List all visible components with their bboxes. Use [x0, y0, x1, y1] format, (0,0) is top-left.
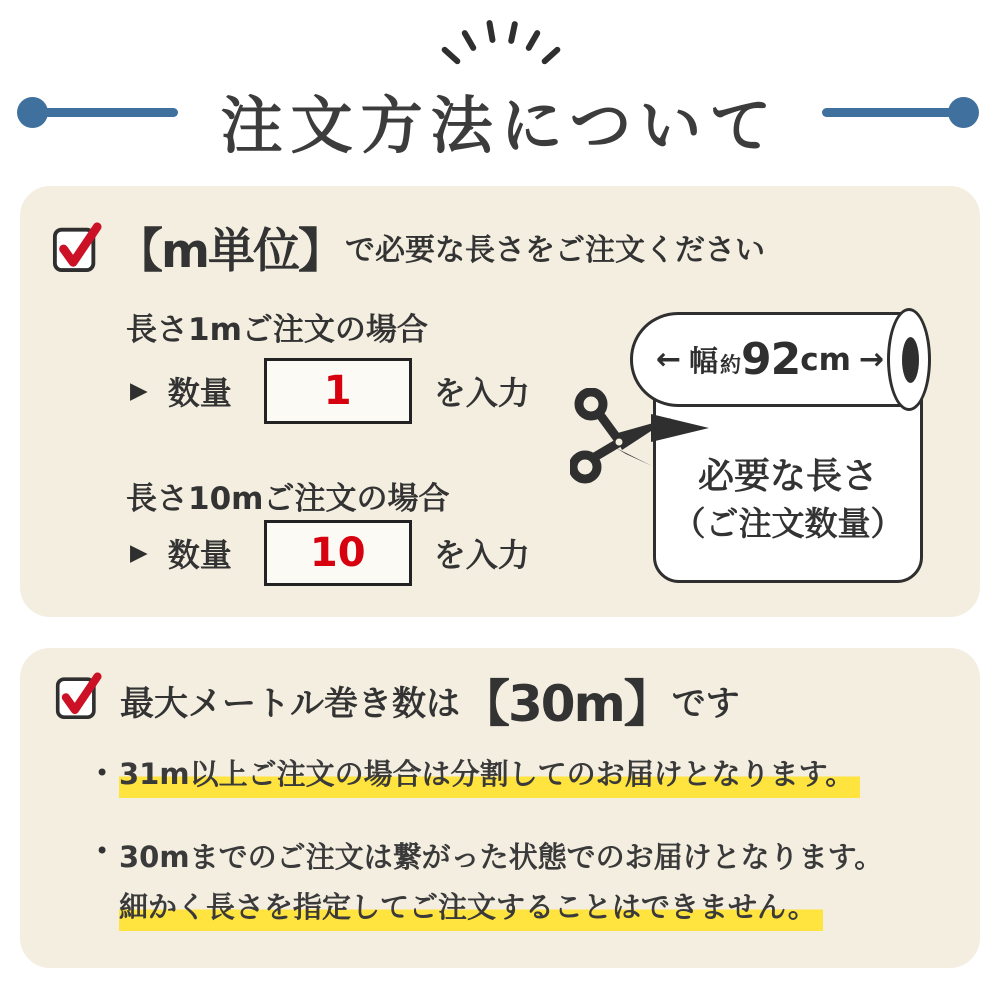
- width-value: 92: [741, 334, 801, 385]
- quantity-input-box: [264, 520, 412, 586]
- quantity-input-box: [264, 358, 412, 424]
- page-title: 注文方法について: [220, 89, 780, 162]
- enter-label: を入力: [433, 374, 530, 412]
- bullet-dot: •: [95, 759, 110, 787]
- bullet-dot: •: [95, 837, 110, 865]
- example2-row: [130, 520, 530, 586]
- quantity-value: 10: [309, 530, 366, 576]
- quantity-label: 数量: [167, 536, 232, 574]
- width-unit: cm: [800, 341, 851, 378]
- enter-label: を入力: [433, 536, 530, 574]
- card2-heading-bracket: 【30m】: [460, 675, 672, 733]
- burst-icon: [440, 8, 572, 66]
- checked-checkbox-icon: [55, 670, 102, 721]
- right-arrow-icon: →: [858, 342, 885, 377]
- bullet-text-highlighted: 31m以上ご注文の場合は分割してのお届けとなります。: [119, 757, 860, 798]
- card2-heading: [120, 662, 740, 738]
- bullet-item: [95, 754, 860, 794]
- play-arrow-icon: ▶: [130, 540, 148, 566]
- card2-heading-post: です: [671, 683, 740, 724]
- bullet-text-line1: 30mまでのご注文は繋がった状態でのお届けとなります。: [119, 840, 884, 874]
- order-unit-card: [20, 186, 980, 617]
- title-line-right: [822, 108, 957, 117]
- sheet-caption-line1: 必要な長さ: [697, 456, 878, 497]
- bullet-item: [95, 832, 883, 932]
- quantity-value: 1: [323, 368, 352, 414]
- title-dot-right: [948, 97, 979, 128]
- bullet-text-line2-highlighted: 細かく長さを指定してご注文することはできません。: [119, 890, 823, 931]
- play-arrow-icon: ▶: [130, 378, 148, 404]
- sheet-caption-line2: （ご注文数量）: [672, 504, 904, 543]
- card1-heading-bracket: 【m単位】: [116, 223, 343, 279]
- roll-cylinder: [630, 312, 910, 407]
- max-length-card: [20, 648, 980, 968]
- fabric-roll-illustration: [545, 296, 970, 596]
- card1-heading-rest: で必要な長さをご注文ください: [344, 233, 765, 268]
- roll-core: [902, 337, 919, 383]
- scissors-icon: [570, 388, 672, 502]
- approx-word: 約: [720, 352, 742, 377]
- checked-checkbox-icon: [52, 220, 102, 274]
- example1-case-label: 長さ1mご注文の場合: [126, 312, 428, 348]
- example1-row: [130, 358, 530, 424]
- example2-case-label: 長さ10mご注文の場合: [126, 481, 450, 517]
- card2-heading-pre: 最大メートル巻き数は: [120, 683, 460, 724]
- left-arrow-icon: ←: [655, 342, 682, 377]
- card1-heading: [116, 212, 765, 282]
- quantity-label: 数量: [167, 374, 232, 412]
- width-word: 幅: [689, 344, 719, 378]
